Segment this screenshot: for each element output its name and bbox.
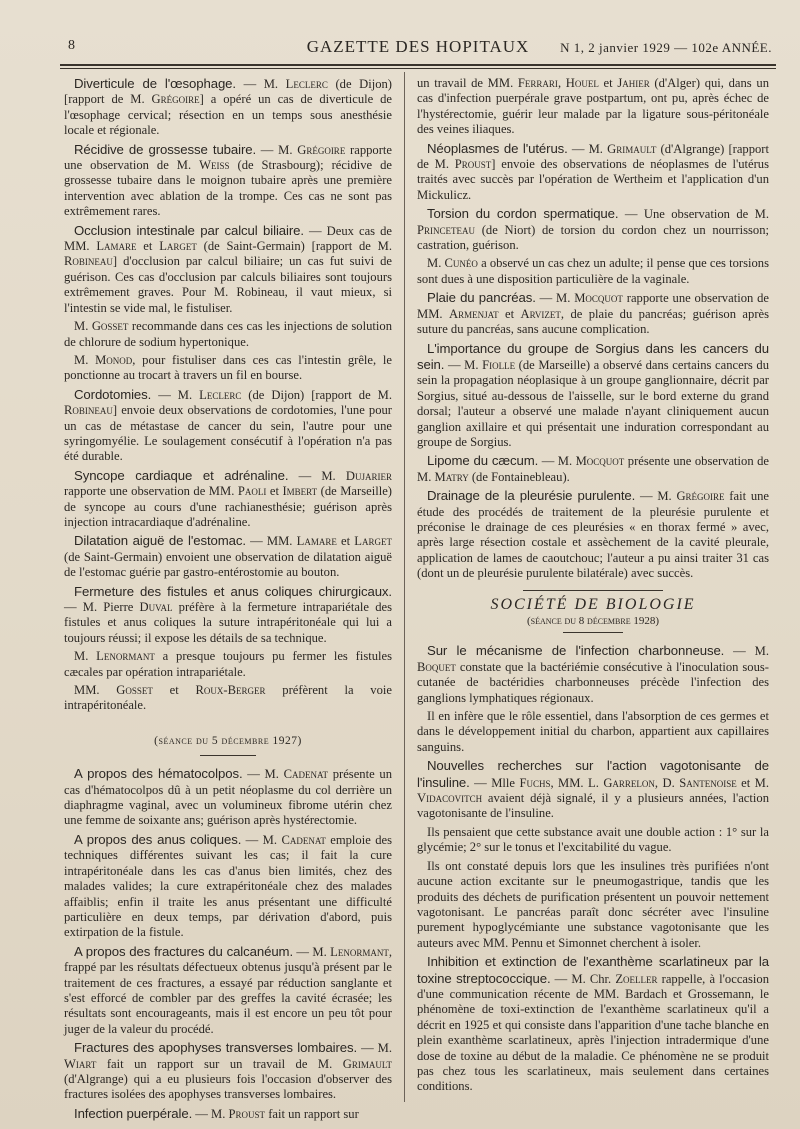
article-title: Lipome du cæcum. bbox=[427, 453, 539, 469]
left-column bbox=[64, 76, 392, 1125]
article-title: Dilatation aiguë de l'estomac. bbox=[74, 533, 246, 549]
author-name: Dujarier bbox=[345, 468, 392, 483]
author-name: Robineau bbox=[64, 254, 113, 269]
author-name: Lamare bbox=[296, 534, 337, 549]
author-name: Lenormant bbox=[330, 944, 389, 959]
author-name: Arvizet bbox=[520, 306, 561, 321]
session-heading: (séance du 8 décembre 1928) bbox=[526, 615, 660, 627]
author-name: Boquet bbox=[417, 659, 456, 674]
author-name: Wiart bbox=[64, 1056, 97, 1071]
article-entry: Lipome du cæcum. — M. Mocquot présente une observation de M. Matry (de Fontainebleau). bbox=[417, 453, 769, 484]
article-entry: Diverticule de l'œsophage. — M. Leclerc (de Dijon) [rapport de M. Grégoire] a opéré un cas de diverticule de l'œsophage cervical; résection en un temps sous anesthésie locale et régionale. bbox=[64, 76, 392, 138]
author-name: Leclerc bbox=[285, 77, 328, 91]
section-rule bbox=[200, 755, 256, 756]
article-title: Nouvelles recherches sur l'action vagotonisante de l'insuline. bbox=[417, 758, 769, 790]
article-entry: Dilatation aiguë de l'estomac. — MM. Lamare et Larget (de Saint-Germain) envoient une observation de dilatation aiguë de l'estomac guérie par gastro-entérostomie au bouton. bbox=[64, 533, 392, 580]
article-entry: Néoplasmes de l'utérus. — M. Grimault (d'Algrange) [rapport de M. Proust] envoie des observations de néoplasmes de l'utérus traités avec succès par l'opération de Wertheim et l'application d'un Mickulicz. bbox=[417, 140, 770, 202]
article-entry: Torsion du cordon spermatique. — Une observation de M. Princeteau (de Niort) de torsion du cordon chez un nourrisson; castration, guérison. bbox=[417, 206, 769, 253]
author-name: Mocquot bbox=[575, 454, 625, 469]
author-name: Grimault bbox=[607, 141, 657, 156]
article-entry: Sur le mécanisme de l'infection charbonneuse. — M. Boquet constate que la bactériémie consécutive à l'inoculation sous-cutanée de bactéridies charbonneuses précède l'infection des ganglions lymphatiques régionaux. bbox=[417, 643, 769, 705]
article-title: Fermeture des fistules et anus coliques chirurgicaux. bbox=[74, 583, 392, 599]
author-name: Grégoire bbox=[297, 142, 346, 157]
article-title: Néoplasmes de l'utérus. bbox=[427, 140, 568, 156]
author-name: Roux-Berger bbox=[195, 683, 266, 698]
article-paragraph: Ils pensaient que cette substance avait une double action : 1° sur la glycémie; 2° sur le tonus et l'excitabilité du vague. bbox=[417, 824, 769, 855]
author-name: Cadenat bbox=[281, 832, 326, 847]
author-name: Princeteau bbox=[417, 222, 475, 237]
article-entry: M. Gosset recommande dans ces cas les injections de solution de chlorure de sodium hypertonique. bbox=[64, 319, 392, 349]
author-name: Cunéo bbox=[444, 256, 478, 271]
article-entry: Inhibition et extinction de l'exanthème scarlatineux par la toxine streptococcique. — M. Chr. Zoeller rappelle, à l'occasion d'une communication récente de MM. Bardach et Grossemann, le phénomène de toxi-extinction de l'exanthème scarlatineux qu'il a décrit en 1925 et qui consiste dans l'apparition d'une tache blanche en plein exanthème scarlatineux, après l'injection intradermique d'une dose de toxine au début de la maladie. Ce phénomène ne se produit pas chez tous les scarlatineux, mais seulement dans certaines conditions. bbox=[417, 954, 769, 1094]
article-title: A propos des fractures du calcanéum. bbox=[74, 943, 294, 959]
author-name: Fuchs bbox=[519, 775, 551, 790]
article-title: Fractures des apophyses transverses lombaires. bbox=[74, 1040, 358, 1056]
article-title: Plaie du pancréas. bbox=[427, 290, 536, 306]
author-name: Grégoire bbox=[151, 92, 200, 107]
page-header bbox=[60, 34, 776, 64]
author-name: Jahier bbox=[617, 76, 650, 90]
article-title: Sur le mécanisme de l'infection charbonneuse. bbox=[427, 643, 725, 659]
article-title: A propos des hématocolpos. bbox=[74, 766, 243, 782]
article-entry: Fermeture des fistules et anus coliques chirurgicaux. — M. Pierre Duval préfère à la fermeture intrapariétale des fistules et anus coliques la suture intrapéritonéale qui lui a toujours réussi; il expose les détails de sa technique. bbox=[64, 583, 392, 645]
author-name: Houel bbox=[565, 76, 599, 90]
author-name: Gosset bbox=[116, 683, 153, 698]
article-title: L'importance du groupe de Sorgius dans les cancers du sein. bbox=[417, 340, 769, 372]
author-name: Duval bbox=[139, 600, 173, 614]
article-entry: M. Cunéo a observé un cas chez un adulte; il pense que ces torsions sont dues à une disposition particulière de la vaginale. bbox=[417, 256, 769, 286]
article-entry: Infection puerpérale. — M. Proust fait un rapport sur bbox=[74, 1105, 359, 1121]
author-name: Zoeller bbox=[615, 971, 658, 986]
author-name: Santenoise bbox=[679, 775, 737, 790]
article-entry: Plaie du pancréas. — M. Mocquot rapporte une observation de MM. Armenjat et Arvizet, de plaie du pancréas; guérison après suture du pancréas, sans aucune complication. bbox=[417, 290, 770, 337]
article-entry: Fractures des apophyses transverses lombaires. — M. Wiart fait un rapport sur un travail de M. Grimault (d'Algrange) qui a eu plusieurs fois l'occasion d'observer des fractures isolées des apophyses transverses lombaires. bbox=[64, 1040, 392, 1102]
society-heading: SOCIÉTÉ DE BIOLOGIE bbox=[490, 595, 696, 613]
article-entry: M. Lenormant a presque toujours pu fermer les fistules cæcales par opération intrapariétale. bbox=[64, 649, 393, 679]
section-rule bbox=[563, 632, 623, 633]
author-name: Larget bbox=[354, 534, 392, 549]
article-entry: Cordotomies. — M. Leclerc (de Dijon) [rapport de M. Robineau] envoie deux observations de cordotomies, l'une pour un cas de métastase de cancer du sein, l'autre pour une syringomyélie. Le soulagement consécutif à l'opération n'a pas été durable. bbox=[64, 386, 392, 464]
article-title: Torsion du cordon spermatique. bbox=[427, 206, 619, 222]
section-rule bbox=[523, 590, 663, 591]
author-name: Proust bbox=[228, 1106, 266, 1121]
column-divider bbox=[404, 72, 405, 1102]
article-paragraph: Il en infère que le rôle essentiel, dans l'absorption de ces germes et dans le développement initial du charbon, appartient aux capillaires sanguins. bbox=[417, 709, 769, 754]
article-entry: un travail de MM. Ferrari, Houel et Jahier (d'Alger) qui, dans un cas d'infection puerpérale grave postpartum, ont pu, après échec de l'hystérectomie, guérir leur malade par la ligature sous-péritonéale des veines iliaques. bbox=[417, 76, 769, 137]
article-entry: M. Monod, pour fistuliser dans ces cas l'intestin grêle, le ponctionne au trocart à travers un fil en bourse. bbox=[64, 352, 392, 383]
article-entry: MM. Gosset et Roux-Berger préfèrent la voie intrapéritonéale. bbox=[64, 683, 392, 713]
author-name: Grimault bbox=[342, 1056, 392, 1071]
author-name: Ferrari bbox=[517, 76, 558, 90]
author-name: Vidacovitch bbox=[417, 791, 483, 806]
author-name: Leclerc bbox=[199, 387, 242, 402]
article-entry: Syncope cardiaque et adrénaline. — M. Dujarier rapporte une observation de MM. Paoli et Imbert (de Marseille) de syncope au cours d'une rachianesthésie; guérison après injection intracardiaque d'adrénaline. bbox=[64, 467, 392, 529]
author-name: Lamare bbox=[96, 239, 137, 254]
article-entry: A propos des hématocolpos. — M. Cadenat présente un cas d'hématocolpos dû à un petit néoplasme du col derrière un diaphragme vaginal, avec un volumineux fibrome utérin chez une femme de soixante ans; guérison après hystérectomie. bbox=[64, 766, 392, 828]
author-name: Paoli bbox=[237, 484, 267, 499]
article-paragraph: Ils ont constaté depuis lors que les insulines très purifiées n'ont aucune action excitante sur le pneumogastrique, tandis que les produits des déchets de purification présentent un pouvoir nettement vagotonisant. Le pancréas paraît donc sécréter avec l'insuline purement hypoglycémiante une substance vagotonisante que les auteurs avec MM. Pennu et Simonnet cherchent à isoler. bbox=[417, 858, 769, 950]
author-name: Mocquot bbox=[574, 291, 623, 306]
article-entry: Occlusion intestinale par calcul biliaire. — Deux cas de MM. Lamare et Larget (de Saint-Germain) [rapport de M. Robineau] d'occlusion par calcul biliaire; un cas fut suivi de guérison. Ces cas d'occlusion par calculs biliaires sont toujours extrêmement graves. Pour M. Robineau, il vaut mieux, si l'intestin se vide mal, le fistuliser. bbox=[64, 222, 393, 315]
author-name: Weiss bbox=[199, 158, 230, 173]
article-title: Récidive de grossesse tubaire. bbox=[74, 141, 257, 157]
author-name: Grégoire bbox=[676, 489, 725, 504]
article-entry: Drainage de la pleurésie purulente. — M. Grégoire fait une étude des procédés de traitement de la pleurésie purulente et préconise le drainage de ces pleurésies « en thorax fermé » avec, après large résection costale et assèchement de la cavité pleurale, application de lames de caoutchouc; l'auteur a pu ainsi traiter 31 cas (dont un de pleurésie purulente bilatérale) avec succès. bbox=[417, 488, 770, 581]
article-entry: A propos des fractures du calcanéum. — M. Lenormant, frappé par les résultats défectueux obtenus jusqu'à présent par le traitement de ces fractures, a essayé par réduction sanglante et s'est efforcé de combler par des greffes la cavité écrasée; les résultats sont encourageants, mais il est encore un peu tôt pour juger de la valeur du procédé. bbox=[64, 943, 392, 1036]
article-title: Occlusion intestinale par calcul biliaire. bbox=[74, 222, 304, 238]
article-title: Syncope cardiaque et adrénaline. bbox=[74, 467, 289, 483]
author-name: Imbert bbox=[282, 484, 318, 499]
author-name: Gosset bbox=[91, 319, 129, 334]
article-title: Cordotomies. bbox=[74, 386, 152, 402]
author-name: Lenormant bbox=[96, 649, 155, 664]
author-name: Armenjat bbox=[448, 306, 499, 321]
author-name: Monod bbox=[95, 352, 133, 367]
issue-info: N 1, 2 janvier 1929 — 102e ANNÉE. bbox=[560, 40, 772, 55]
page-number: 8 bbox=[68, 38, 75, 53]
header-rule bbox=[60, 64, 776, 66]
header-rule-thin bbox=[60, 68, 776, 69]
article-title: Inhibition et extinction de l'exanthème scarlatineux par la toxine streptococcique. bbox=[417, 954, 769, 986]
article-entry: Récidive de grossesse tubaire. — M. Grégoire rapporte une observation de M. Weiss (de Strasbourg); récidive de grossesse tubaire dans le moignon tubaire après une première intervention avec ablation de la trompe. Ces cas ne sont pas extrêmement rares. bbox=[64, 141, 393, 219]
article-entry: A propos des anus coliques. — M. Cadenat emploie des techniques différentes suivant les cas; il fait la cure intrapéritonéale dans les cas d'anus bien limités, chez des malades valides; la cure extrapéritonéale chez des malades affaiblis; enfin il traite les anus présentant une difficulté particulière en deux temps, par dérivation d'abord, puis extirpation de la fistule. bbox=[64, 831, 393, 940]
article-entry: Nouvelles recherches sur l'action vagotonisante de l'insuline. — Mlle Fuchs, MM. L. Garrelon, D. Santenoise et M. Vidacovitch avaient déjà signalé, il y a plusieurs années, l'action vagotonisante de l'insuline. bbox=[417, 758, 770, 821]
author-name: Matry bbox=[434, 469, 469, 484]
article-title: Drainage de la pleurésie purulente. bbox=[427, 488, 636, 504]
article-title: A propos des anus coliques. bbox=[74, 831, 242, 847]
author-name: Robineau bbox=[64, 403, 113, 418]
article-title: Infection puerpérale. bbox=[74, 1105, 193, 1121]
journal-title: GAZETTE DES HOPITAUX bbox=[306, 37, 530, 56]
session-heading: (séance du 5 décembre 1927) bbox=[154, 734, 302, 747]
author-name: Proust bbox=[454, 157, 492, 172]
article-entry: L'importance du groupe de Sorgius dans les cancers du sein. — M. Fiolle (de Marseille) a observé dans certains cancers du sein la propagation néoplasique à un groupe ganglionnaire, décrit par Sorgius, situé au-dessous de l'aisselle, sur le bord externe du grand dorsal; l'auteur a observé une malade n'ayant cliniquement aucun ganglion axillaire et qui présentait une induration correspondant au groupe de Sorgius. bbox=[417, 340, 769, 449]
author-name: Cadenat bbox=[283, 767, 329, 782]
author-name: Fiolle bbox=[482, 357, 516, 372]
author-name: Larget bbox=[159, 239, 197, 254]
article-title: Diverticule de l'œsophage. bbox=[74, 76, 236, 91]
right-column bbox=[417, 76, 769, 1098]
author-name: Garrelon bbox=[603, 775, 655, 790]
